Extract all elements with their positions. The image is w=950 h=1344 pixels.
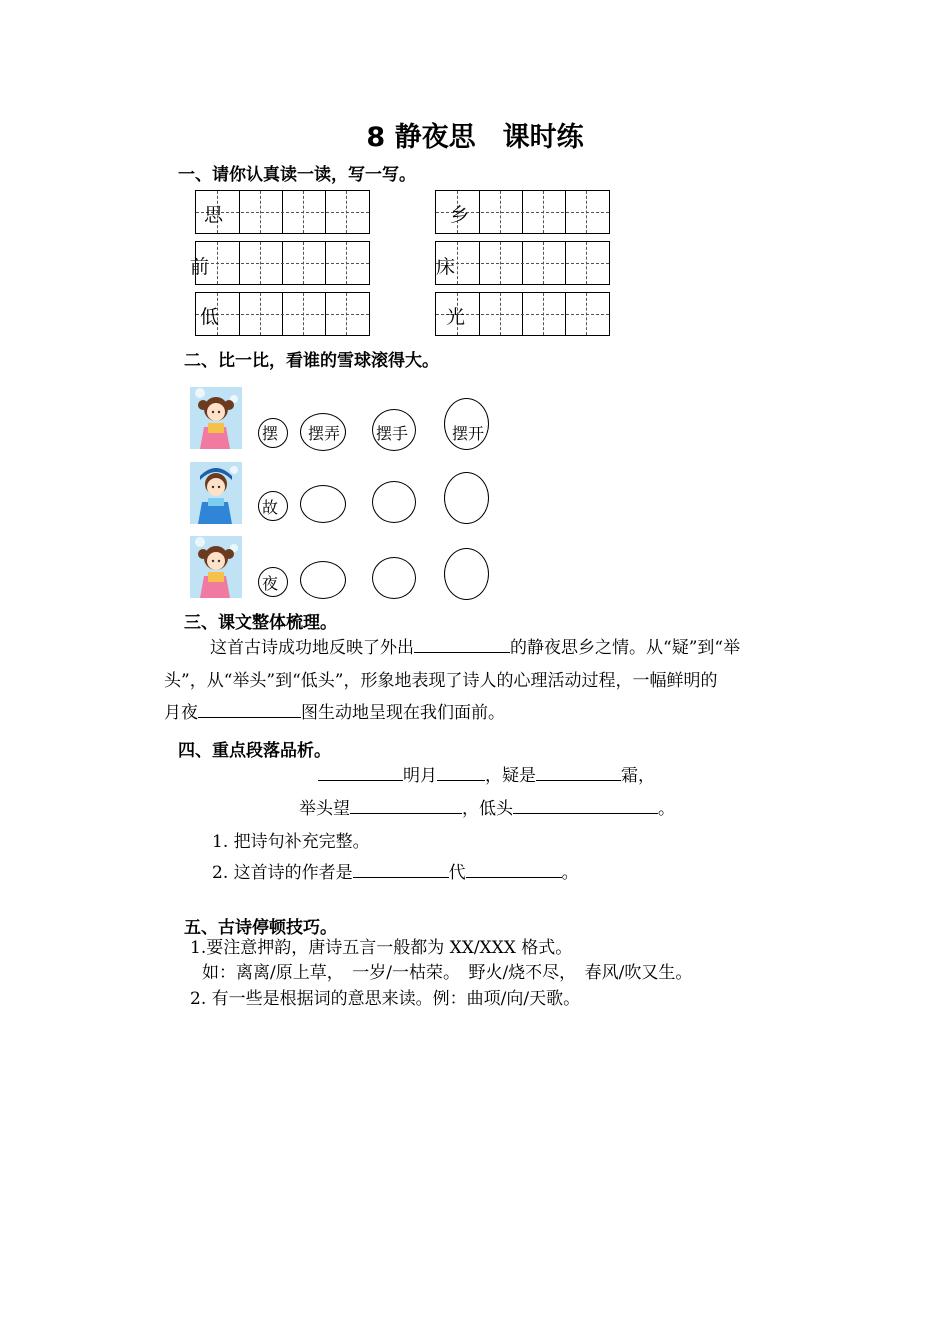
snowball-blank[interactable]	[300, 561, 346, 599]
summary-line-2: 头”，从“举头”到“低头”，形象地表现了诗人的心理活动过程，一幅鲜明的	[164, 671, 718, 691]
grid-char: 床	[436, 256, 456, 278]
summary-text: 图生动地呈现在我们面前。	[301, 703, 505, 723]
poem-text: ，疑是	[485, 766, 536, 786]
section2-heading: 二、比一比，看谁的雪球滚得大。	[184, 351, 439, 371]
poem-text: 霜，	[621, 766, 655, 786]
writing-grid-qian	[195, 241, 370, 285]
section5-heading: 五、古诗停顿技巧。	[184, 918, 337, 938]
snowball-word-text: 摆弄	[308, 424, 341, 443]
grid-char: 思	[204, 204, 224, 226]
writing-grid-di	[195, 292, 370, 336]
question-1: 1. 把诗句补充完整。	[212, 832, 370, 852]
section3-heading: 三、课文整体梳理。	[184, 613, 337, 633]
fill-blank[interactable]	[353, 859, 449, 878]
girl-illustration	[190, 387, 242, 449]
summary-line-3	[164, 697, 505, 729]
snowball-root-text: 摆	[262, 424, 279, 443]
summary-text: 这首古诗成功地反映了外出	[210, 638, 414, 658]
question-text: 代	[448, 863, 466, 883]
snowball-root-text: 故	[262, 498, 279, 517]
poem-text: 明月	[403, 766, 437, 786]
snowball-blank[interactable]	[444, 548, 489, 600]
question-text: 2. 这首诗的作者是	[212, 863, 353, 883]
page-title: 8 静夜思 课时练	[366, 122, 584, 153]
tip-2: 2. 有一些是根据词的意思来读。例：曲项/向/天歌。	[190, 989, 581, 1009]
poem-line-2	[299, 793, 675, 825]
snowball-blank[interactable]	[300, 485, 346, 523]
writing-grid-chuang	[435, 241, 610, 285]
question-text: 。	[561, 863, 579, 883]
fill-blank[interactable]	[466, 859, 562, 878]
girl-illustration	[190, 462, 242, 524]
tip-example: 如：离离/原上草， 一岁/一枯荣。 野火/烧不尽， 春风/吹又生。	[202, 963, 693, 983]
summary-text: 的静夜思乡之情。从“疑”到“举	[510, 638, 741, 658]
poem-text: 举头望	[299, 799, 350, 819]
fill-blank[interactable]	[437, 762, 485, 781]
fill-blank[interactable]	[414, 634, 510, 653]
fill-blank[interactable]	[513, 795, 658, 814]
grid-char: 前	[190, 256, 210, 278]
snowball-blank[interactable]	[372, 481, 416, 523]
poem-line-1	[318, 760, 655, 792]
summary-text: 月夜	[164, 703, 198, 723]
grid-char: 低	[200, 306, 220, 328]
fill-blank[interactable]	[350, 795, 462, 814]
fill-blank[interactable]	[198, 699, 301, 718]
snowball-blank[interactable]	[444, 472, 489, 524]
snowball-root-text: 夜	[262, 574, 279, 593]
fill-blank[interactable]	[536, 762, 621, 781]
grid-char: 光	[446, 306, 466, 328]
summary-line-1	[210, 632, 740, 664]
snowball-word-text: 摆开	[452, 424, 485, 443]
question-2	[212, 857, 579, 889]
section4-heading: 四、重点段落品析。	[178, 741, 331, 761]
snowball-blank[interactable]	[372, 557, 416, 599]
tip-1: 1.要注意押韵，唐诗五言一般都为 XX/XXX 格式。	[190, 938, 573, 958]
fill-blank[interactable]	[318, 762, 403, 781]
girl-illustration	[190, 536, 242, 598]
poem-text: 。	[658, 799, 675, 819]
section1-heading: 一、请你认真读一读，写一写。	[178, 165, 416, 185]
poem-text: ，低头	[462, 799, 513, 819]
snowball-word-text: 摆手	[376, 424, 409, 443]
grid-char: 乡	[450, 204, 470, 226]
